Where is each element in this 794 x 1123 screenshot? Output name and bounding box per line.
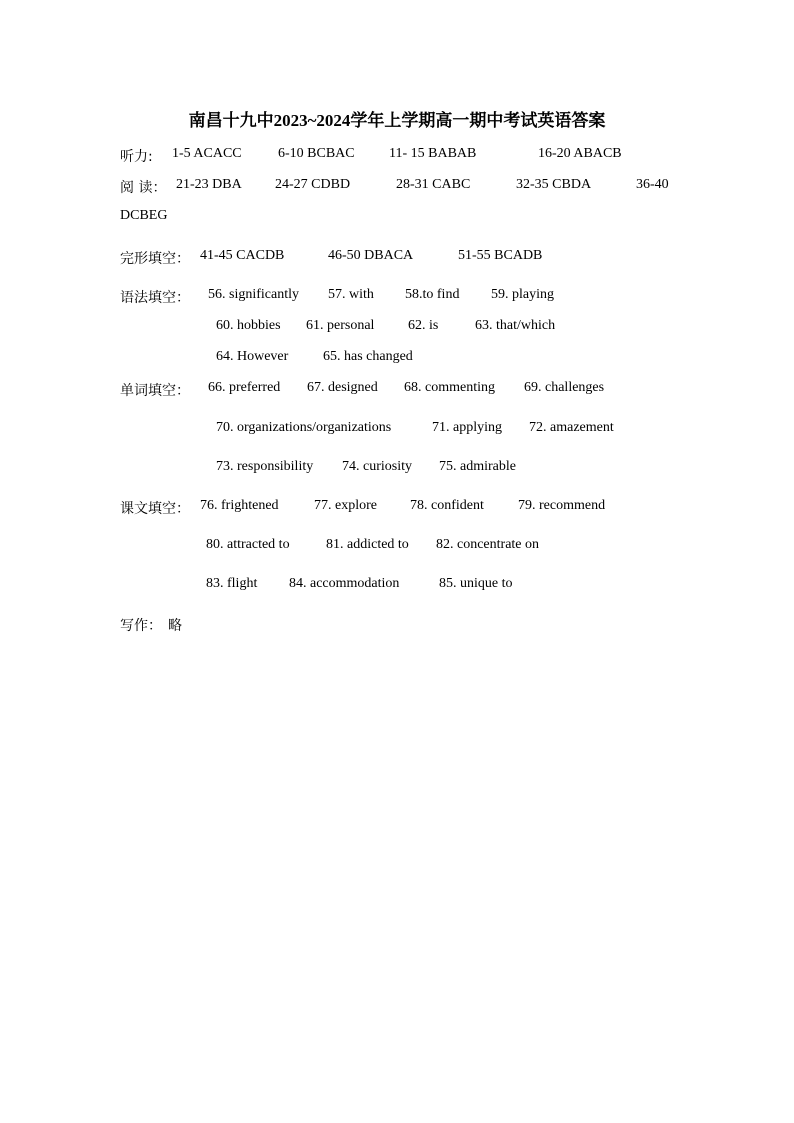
grammar-answer-57: 57. with: [328, 287, 374, 302]
word-answer-71: 71. applying: [432, 420, 502, 435]
listening-answer-3: 11- 15 BABAB: [389, 146, 477, 161]
writing-answer: 略: [168, 618, 182, 634]
grammar-answer-59: 59. playing: [491, 287, 554, 302]
word-answer-69: 69. challenges: [524, 380, 605, 395]
grammar-answer-60: 60. hobbies: [216, 318, 281, 333]
writing-label: 写作：: [120, 618, 162, 634]
text-answer-82: 82. concentrate on: [436, 537, 540, 552]
grammar-answer-58: 58.to find: [405, 287, 460, 302]
word-answer-68: 68. commenting: [404, 380, 495, 395]
reading-label: 阅 读：: [120, 180, 167, 196]
word-answer-72: 72. amazement: [529, 420, 614, 435]
cloze-label: 完形填空：: [120, 251, 190, 267]
cloze-answer-3: 51-55 BCADB: [458, 248, 543, 263]
text-answer-83: 83. flight: [206, 576, 258, 591]
text-answer-81: 81. addicted to: [326, 537, 409, 552]
grammar-answer-62: 62. is: [408, 318, 439, 333]
text-answer-85: 85. unique to: [439, 576, 513, 591]
grammar-answer-61: 61. personal: [306, 318, 375, 333]
listening-answer-4: 16-20 ABACB: [538, 146, 622, 161]
text-answer-79: 79. recommend: [518, 498, 606, 513]
grammar-answer-64: 64. However: [216, 349, 289, 364]
reading-answer-5: 36-40: [636, 177, 669, 192]
text-fill-label: 课文填空：: [120, 501, 190, 517]
grammar-answer-65: 65. has changed: [323, 349, 413, 364]
word-answer-73: 73. responsibility: [216, 459, 314, 474]
word-answer-75: 75. admirable: [439, 459, 516, 474]
listening-label: 听力:: [120, 149, 153, 165]
grammar-answer-56: 56. significantly: [208, 287, 299, 302]
document-title: 南昌十九中2023~2024学年上学期高一期中考试英语答案: [188, 111, 606, 130]
word-answer-70: 70. organizations/organizations: [216, 420, 392, 435]
word-fill-label: 单词填空：: [120, 383, 190, 399]
word-answer-66: 66. preferred: [208, 380, 281, 395]
reading-answer-4: 32-35 CBDA: [516, 177, 592, 192]
reading-answer-2: 24-27 CDBD: [275, 177, 351, 192]
grammar-answer-63: 63. that/which: [475, 318, 556, 333]
text-answer-84: 84. accommodation: [289, 576, 400, 591]
cloze-answer-1: 41-45 CACDB: [200, 248, 285, 263]
cloze-answer-2: 46-50 DBACA: [328, 248, 414, 263]
text-answer-76: 76. frightened: [200, 498, 279, 513]
word-answer-67: 67. designed: [307, 380, 378, 395]
reading-answer-3: 28-31 CABC: [396, 177, 471, 192]
text-answer-78: 78. confident: [410, 498, 484, 513]
grammar-label: 语法填空：: [120, 290, 190, 306]
text-answer-80: 80. attracted to: [206, 537, 290, 552]
listening-answer-2: 6-10 BCBAC: [278, 146, 355, 161]
text-answer-77: 77. explore: [314, 498, 377, 513]
reading-answer-1: 21-23 DBA: [176, 177, 242, 192]
word-answer-74: 74. curiosity: [342, 459, 412, 474]
reading-answer-5-wrap: DCBEG: [120, 208, 168, 223]
listening-answer-1: 1-5 ACACC: [172, 146, 242, 161]
